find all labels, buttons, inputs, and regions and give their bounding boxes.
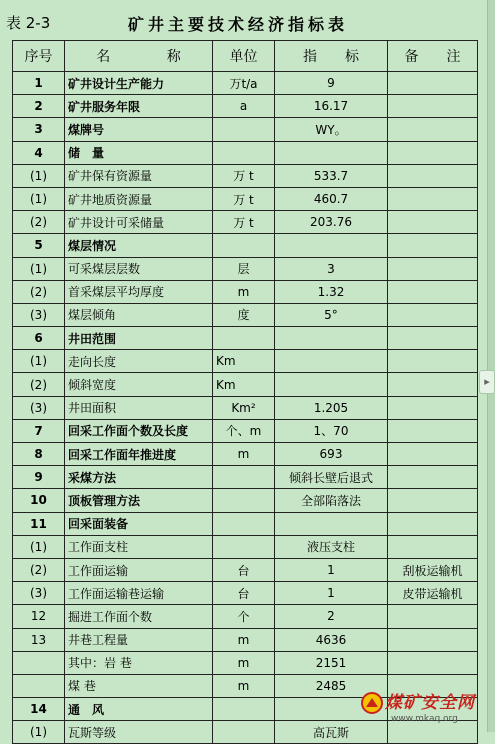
table-row [13,396,478,419]
row-seq: 4 [13,141,65,164]
table-row [13,628,478,651]
row-name: 井巷工程量 [65,628,213,651]
row-value: 460.7 [275,187,388,210]
row-name: 储 量 [65,141,213,164]
table-row [13,443,478,466]
watermark-logo-icon [361,692,383,714]
row-value [275,350,388,373]
row-note [388,141,478,164]
table-row [13,419,478,442]
row-seq: (1) [13,164,65,187]
row-note [388,373,478,396]
row-seq: (2) [13,373,65,396]
row-unit: 万 t [213,211,275,234]
row-value [275,234,388,257]
row-note [388,512,478,535]
row-unit [213,512,275,535]
row-value: 高瓦斯 [275,721,388,744]
row-unit: 个 [213,605,275,628]
table-row [13,234,478,257]
row-name: 井田范围 [65,327,213,350]
row-seq [13,674,65,697]
row-seq: 14 [13,698,65,721]
row-name: 走向长度 [65,350,213,373]
row-value: 1.205 [275,396,388,419]
table-row [13,118,478,141]
row-value: 1 [275,558,388,581]
row-note [388,651,478,674]
row-name: 倾斜宽度 [65,373,213,396]
row-note: 皮带运输机 [388,582,478,605]
row-value [275,141,388,164]
header-note: 备 注 [388,41,478,72]
table-row [13,466,478,489]
row-name: 工作面运输 [65,558,213,581]
row-unit [213,234,275,257]
table-row [13,512,478,535]
table-row [13,211,478,234]
row-value: 693 [275,443,388,466]
table-row [13,605,478,628]
row-name: 矿井地质资源量 [65,187,213,210]
row-note [388,350,478,373]
table-row [13,280,478,303]
row-unit [213,466,275,489]
header-name-part-1: 名 [96,49,111,65]
row-value: 倾斜长壁后退式 [275,466,388,489]
row-note [388,466,478,489]
row-name: 矿井设计生产能力 [65,72,213,95]
row-unit [213,141,275,164]
row-seq: (1) [13,350,65,373]
row-note [388,396,478,419]
row-seq [13,651,65,674]
row-seq: (1) [13,257,65,280]
row-name: 回采工作面年推进度 [65,443,213,466]
row-seq: (2) [13,211,65,234]
row-name: 煤层倾角 [65,303,213,326]
row-unit: a [213,95,275,118]
row-value: WY。 [275,118,388,141]
site-watermark [357,688,485,732]
table-row [13,558,478,581]
row-value: 1 [275,582,388,605]
row-note [388,72,478,95]
row-unit: 万t/a [213,72,275,95]
table-row [13,303,478,326]
table-row [13,327,478,350]
row-note [388,327,478,350]
row-value: 5° [275,303,388,326]
row-name: 工作面支柱 [65,535,213,558]
row-value: 3 [275,257,388,280]
row-seq: (3) [13,303,65,326]
row-unit: m [213,280,275,303]
row-name: 矿井设计可采储量 [65,211,213,234]
row-value [275,512,388,535]
row-value: 4636 [275,628,388,651]
row-value [275,373,388,396]
table-row [13,95,478,118]
row-unit [213,721,275,744]
row-name: 可采煤层层数 [65,257,213,280]
row-seq: 9 [13,466,65,489]
row-name: 采煤方法 [65,466,213,489]
table-row [13,350,478,373]
table-row [13,141,478,164]
watermark-url: www.mkaq.org [391,714,458,724]
table-row [13,72,478,95]
row-seq: 10 [13,489,65,512]
row-value: 2151 [275,651,388,674]
table-number: 表 2-3 [6,14,51,32]
row-value: 全部陷落法 [275,489,388,512]
row-name: 煤层情况 [65,234,213,257]
row-value: 533.7 [275,164,388,187]
row-note [388,164,478,187]
row-seq: (2) [13,558,65,581]
header-name [65,41,213,72]
row-seq: 8 [13,443,65,466]
row-unit: Km² [213,396,275,419]
row-name: 通 风 [65,698,213,721]
row-note [388,257,478,280]
row-note [388,234,478,257]
row-seq: (3) [13,396,65,419]
row-unit: 层 [213,257,275,280]
row-name: 回采面装备 [65,512,213,535]
row-note [388,211,478,234]
row-seq: 1 [13,72,65,95]
vertical-scrollbar[interactable] [487,0,495,732]
table-row [13,651,478,674]
table-row [13,187,478,210]
header-unit: 单位 [213,41,275,72]
row-unit: 万 t [213,164,275,187]
row-value: 2485 [275,674,388,697]
row-seq: (1) [13,721,65,744]
row-note [388,489,478,512]
row-seq: (1) [13,535,65,558]
table-header-row [13,41,478,72]
row-seq: 2 [13,95,65,118]
row-note [388,95,478,118]
row-unit: 度 [213,303,275,326]
row-unit: m [213,674,275,697]
row-note [388,303,478,326]
watermark-brand: 煤矿安全网 [385,693,475,713]
header-name-part-2: 称 [166,49,181,65]
row-seq: (2) [13,280,65,303]
row-value: 1、70 [275,419,388,442]
row-name: 掘进工作面个数 [65,605,213,628]
row-unit: 台 [213,558,275,581]
row-value: 液压支柱 [275,535,388,558]
row-value: 2 [275,605,388,628]
table-row [13,164,478,187]
row-unit: 台 [213,582,275,605]
table-row [13,489,478,512]
row-unit: m [213,443,275,466]
row-seq: 5 [13,234,65,257]
row-seq: 7 [13,419,65,442]
row-unit: Km [213,350,275,373]
row-name: 煤 巷 [65,674,213,697]
row-note [388,605,478,628]
row-name: 工作面运输巷运输 [65,582,213,605]
row-unit: 万 t [213,187,275,210]
row-unit [213,489,275,512]
row-unit: m [213,651,275,674]
row-note [388,443,478,466]
row-seq: 11 [13,512,65,535]
row-value: 9 [275,72,388,95]
expand-arrow-icon[interactable]: ▸ [479,370,495,394]
row-unit [213,698,275,721]
row-name: 井田面积 [65,396,213,419]
row-name: 顶板管理方法 [65,489,213,512]
row-seq: 13 [13,628,65,651]
row-note [388,280,478,303]
row-value [275,327,388,350]
table-row [13,582,478,605]
row-name: 矿井服务年限 [65,95,213,118]
row-unit: m [213,628,275,651]
row-name: 其中：岩 巷 [65,651,213,674]
row-unit: 个、m [213,419,275,442]
row-seq: 6 [13,327,65,350]
table-title: 矿井主要技术经济指标表 [128,15,349,34]
row-unit [213,118,275,141]
row-note [388,419,478,442]
header-value: 指 标 [275,41,388,72]
row-name: 煤牌号 [65,118,213,141]
row-note [388,628,478,651]
header-seq: 序号 [13,41,65,72]
row-note [388,118,478,141]
row-seq: (1) [13,187,65,210]
row-name: 首采煤层平均厚度 [65,280,213,303]
row-name: 矿井保有资源量 [65,164,213,187]
table-row [13,535,478,558]
table-row [13,257,478,280]
indicator-table [12,40,478,744]
row-name: 瓦斯等级 [65,721,213,744]
row-name: 回采工作面个数及长度 [65,419,213,442]
row-value: 16.17 [275,95,388,118]
page-header [0,0,495,40]
row-note [388,187,478,210]
row-value: 1.32 [275,280,388,303]
row-seq: 12 [13,605,65,628]
row-note [388,535,478,558]
row-unit: Km [213,373,275,396]
table-row [13,373,478,396]
row-value: 203.76 [275,211,388,234]
row-unit [213,535,275,558]
row-seq: 3 [13,118,65,141]
row-seq: (3) [13,582,65,605]
row-note: 刮板运输机 [388,558,478,581]
row-unit [213,327,275,350]
